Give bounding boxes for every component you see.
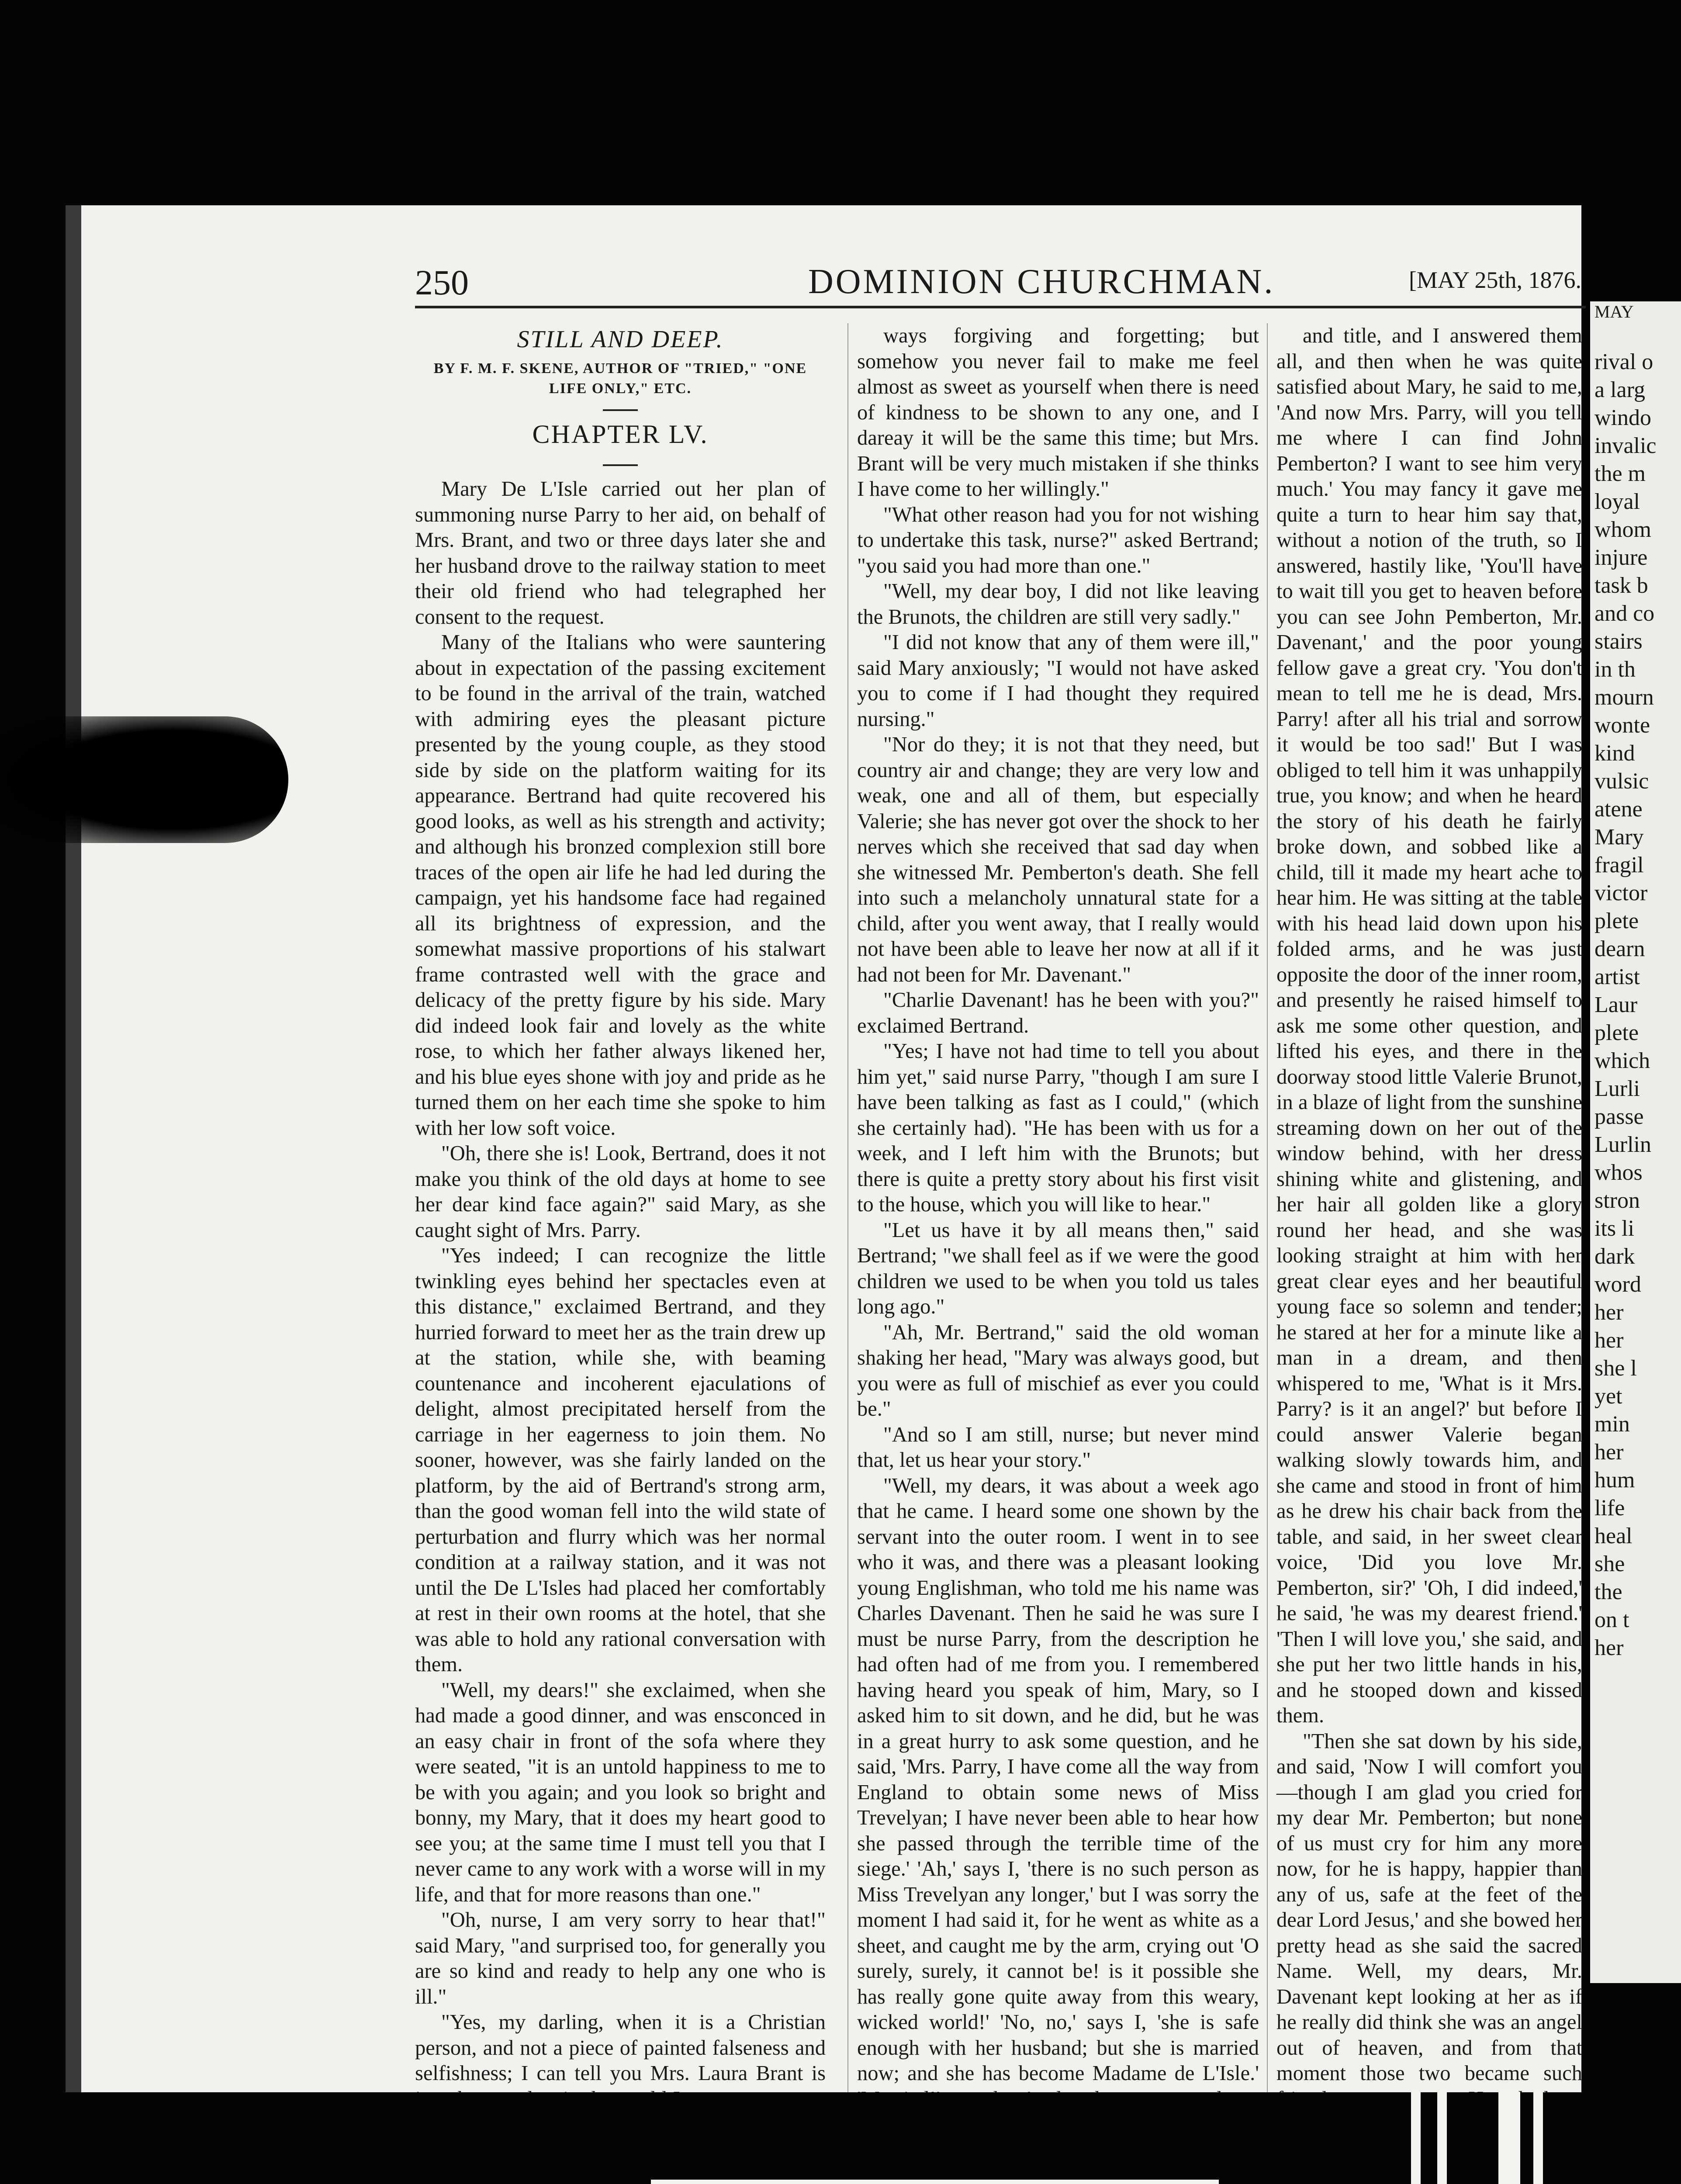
page-header — [415, 262, 1581, 301]
column-2-text — [857, 323, 1259, 2184]
paragraph: "Charlie Davenant! has he been with you?" exclaimed Bertrand. — [857, 988, 1259, 1037]
fragment-line: whom — [1595, 517, 1651, 542]
fragment-line: windo — [1595, 405, 1651, 430]
paragraph: "Well, my dear boy, I did not like leaving the Brunots, the children are still very sadly." — [857, 580, 1259, 629]
paragraph: "Let us have it by all means then," said Bertrand; "we shall feel as if we were the good children we used to be when you told us tales long ago." — [857, 1218, 1259, 1318]
page-gutter — [66, 205, 81, 2092]
header-rule — [415, 306, 1586, 308]
fragment-line: plete — [1595, 909, 1639, 933]
paragraph: "What other reason had you for not wishing to undertake this task, nurse?" asked Bertrand; "you said you had more than one." — [857, 503, 1259, 577]
fragment-line: its li — [1595, 1216, 1635, 1241]
fragment-line: stron — [1595, 1188, 1640, 1213]
fragment-line: invalic — [1595, 433, 1657, 458]
binding-label — [651, 2180, 1219, 2184]
fragment-line: her — [1595, 1440, 1624, 1465]
fragment-line: the m — [1595, 461, 1646, 486]
fragment-line: her — [1595, 1328, 1624, 1353]
fragment-line: which — [1595, 1048, 1650, 1073]
paragraph: "Well, my dears!" she exclaimed, when she had made a good dinner, and was ensconced in an easy chair in front of the sofa where they were seated, "it is an untold happiness to me to be with you again; and you look so bright and bonny, my Mary, that it does my heart good to see you; at the same time I must tell you that I never came to any work with a worse will in my life, and that for more reasons than one." — [415, 1678, 826, 1906]
fragment-line: her — [1595, 1300, 1624, 1325]
fragment-line: yet — [1595, 1384, 1622, 1409]
story-title: STILL AND DEEP. — [517, 326, 724, 353]
fragment-line: loyal — [1595, 489, 1640, 514]
fragment-line: plete — [1595, 1020, 1639, 1045]
fragment-line: a larg — [1595, 377, 1645, 402]
paragraph: Many of the Italians who were sauntering about in expectation of the passing excitement to be found in the arrival of the train, watched with admiring eyes the pleasant picture presented by the young couple, as they stood side by side on the platform waiting for its appearance. Bertrand had quite recovered his good looks, as well as his strength and activity; and although his bronzed complexion still bore traces of the open air life he had led during the campaign, yet his handsome face had regained all its brightness of expression, and the somewhat massive proportions of his stalwart frame contrasted well with the grace and delicacy of the pretty figure by his side. Mary did indeed look fair and lovely as the white rose, to which her father always likened her, and his blue eyes shone with joy and pride as he turned them on her each time she spoke to him with her low soft voice. — [415, 631, 826, 1140]
paragraph: "Yes; I have not had time to tell you about him yet," said nurse Parry, "though I am sure I have been talking as fast as I could," (which she certainly had). "He has been with us for a week, and I left him with the Brunots; but there is quite a pretty story about his first visit to the house, which you will like to hear." — [857, 1040, 1259, 1216]
divider — [603, 464, 638, 466]
fragment-line: artist — [1595, 964, 1640, 989]
binding-label-text — [651, 2180, 1219, 2184]
fragment-line: on t — [1595, 1607, 1629, 1632]
fragment-line: kind — [1595, 741, 1635, 766]
film-bar — [1498, 2092, 1520, 2184]
fragment-line: her — [1595, 1635, 1624, 1660]
film-bar — [1533, 2092, 1543, 2184]
fragment-line: stairs — [1595, 629, 1643, 654]
column-2 — [847, 323, 1259, 2184]
paragraph: "Oh, there she is! Look, Bertrand, does it not make you think of the old days at home to see her dear kind face again?" said Mary, as she caught sight of Mrs. Parry. — [415, 1142, 826, 1242]
fragment-line: min — [1595, 1412, 1630, 1437]
fragment-line: and co — [1595, 601, 1655, 626]
fragment-line: victor — [1595, 881, 1648, 905]
film-bars — [1411, 2092, 1542, 2184]
paragraph: "Yes, my darling, when it is a Christian person, and not a piece of painted falseness and selfishness; I can tell you Mrs. Laura Brant is — [415, 2011, 826, 2085]
facing-page-header: MAY — [1595, 302, 1634, 321]
fragment-line: dearn — [1595, 936, 1645, 961]
facing-page-fragment — [1590, 301, 1681, 1983]
fragment-line: vulsic — [1595, 769, 1649, 794]
column-3 — [1267, 323, 1582, 2184]
fragment-line: atene — [1595, 797, 1643, 822]
column-3-text — [1276, 323, 1582, 2184]
fragment-line: she l — [1595, 1356, 1637, 1381]
fragment-line: in th — [1595, 657, 1636, 682]
film-bar — [1411, 2092, 1421, 2184]
paragraph: "And so I am still, nurse; but never mind that, let us hear your story." — [857, 1423, 1259, 1472]
story-byline: BY F. M. F. SKENE, AUTHOR OF "TRIED," "ONE LIFE ONLY," ETC. — [433, 360, 807, 397]
paragraph: "Yes indeed; I can recognize the little twinkling eyes behind her spectacles even at this distance," exclaimed Bertrand, and they hurried forward to meet her as the train drew up at the station, while she, with beaming countenance and incoherent ejaculations of delight, almost precipitated herself from the carriage in her eagerness to join them. No sooner, however, was she fairly landed on the platform, by the aid of Bertrand's strong arm, than the good woman fell into the wild state of perturbation and flurry which was her normal condition at a railway station, and it was not until the De L'Isles had placed her comfortably at rest in their own rooms at the hotel, that she was able to hold any rational conversation with them. — [415, 1244, 826, 1676]
chapter-heading: CHAPTER LV. — [532, 419, 709, 449]
paragraph: "Well, my dears, it was about a week ago that he came. I heard some one shown by the servant into the outer room. I went in to see who it was, and there was a pleasant looking young Englishman, who told me his name was Charles Davenant. Then he said he was sure I must be nurse Parry, from the description he had often had of me from you. I remembered having heard you speak of him, Mary, so I asked him to sit down, and he did, but he was in a great hurry to ask some question, and he said, 'Mrs. Parry, I have come all the way from England to obtain some news of Miss Trevelyan; I have never been able to hear how she passed through the terrible time of the siege.' 'Ah,' says I, 'there is no such person as Miss Trevelyan any longer,' but I was sorry the moment I had said it, for he went as white as a sheet, and caught me by the arm, crying out 'O surely, surely, it cannot be! is it possible she has really gone quite away from this weary, wicked world!' 'No, no,' says I, 'she is safe enough with her husband; but she is married now; and she has become Madame de L'Isle.' — [857, 1474, 1259, 2085]
fragment-line: passe — [1595, 1104, 1644, 1129]
fragment-line: whos — [1595, 1160, 1643, 1185]
column-1 — [415, 323, 826, 2184]
fragment-line: the — [1595, 1579, 1622, 1604]
divider — [603, 409, 638, 411]
paragraph: "Nor do they; it is not that they need, but country air and change; they are very low and weak, one and all of them, but especially Valerie; she has never got over the shock to her nerves which she received that sad day when she witnessed Mr. Pemberton's death. She fell into such a melancholy unnatural state for a child, after you went away, that I really would not have been able to leave her now at all if it had not been for Mr. Davenant." — [857, 733, 1259, 986]
paragraph: Mary De L'Isle carried out her plan of summoning nurse Parry to her aid, on behalf of Mrs. Brant, and two or three days later she and her husband drove to the railway station to meet their old friend who had telegraphed her consent to the request. — [415, 477, 826, 629]
page-number: 250 — [415, 263, 469, 302]
fragment-line: Lurli — [1595, 1076, 1640, 1101]
paragraph: ways forgiving and forgetting; but somehow you never fail to make me feel almost as sweet as yourself when there is need of kindness to be shown to any one, and I dareay it will be the same this time; but Mrs. Brant will be very much mistaken if she thinks I have come to her willingly." — [857, 324, 1259, 501]
fragment-line: hum — [1595, 1468, 1635, 1493]
column-1-text — [415, 477, 826, 2184]
paragraph: and title, and I answered them all, and then when he was quite satisfied about Mary, he said to me, 'And now Mrs. Parry, will you tell me where I can find John Pemberton? I want to see him very much.' You may fancy it gave me quite a turn to hear him say that, without a notion of the truth, so I answered, hastily like, 'You'll have to wait till you get to heaven before you can see John Pemberton, Mr. Davenant,' and the poor young fellow gave a great cry. 'You don't mean to tell me he is dead, Mrs. Parry! after all his trial and sorrow it would be too sad!' But I was obliged to tell him it was unhappily true, you know; and when he heard the story of his death he fairly broke down, and sobbed like a child, till it made my heart ache to hear him. He was sitting at the table with his head laid down upon his folded arms, and he was just opposite the door of the inner room, and presently he raised himself to ask me some other question, and lifted his eyes, and there in the doorway stood little Valerie Brunot, in a blaze of light from the sunshine streaming down on her out of the window behind, with her dress shining white and glistening, and her hair all golden like a glory round her head, and she was looking straight at him with her great clear eyes and her beautiful young face so solemn and tender; he stared at her for a minute like a man in a dream, and then whispered to me, 'What is it Mrs. Parry? is it an angel?' but before I could answer Valerie began walking slowly towards him, and she came and stood in front of him as he drew his chair back from the table, and said, in her sweet clear voice, 'Did you love Mr. Pemberton, sir?' 'Oh, I did indeed,' he said, 'he was my dearest friend.' 'Then I will love you,' she said, and she put her two little hands in his, and he stooped down and kissed them. — [1276, 324, 1582, 1727]
fragment-line: dark — [1595, 1244, 1635, 1269]
fragment-line: mourn — [1595, 685, 1654, 710]
paragraph: "Then she sat down by his side, and said, 'Now I will comfort you—though I am glad you cried for my dear Mr. Pemberton; but none of us must cry for him any more now, for he is happy, happier than any of us, safe at the feet of the dear Lord Jesus,' and she bowed her pretty head as she said the sacred Name. Well, my dears, Mr. Davenant kept looking at her as if he really did think she was an angel out of heaven, and from that moment those two became such — [1276, 1729, 1582, 2085]
fragment-line: Laur — [1595, 992, 1638, 1017]
fragment-line: injure — [1595, 545, 1648, 570]
issue-date: [MAY 25th, 1876. — [1408, 267, 1581, 293]
fragment-line: she — [1595, 1552, 1625, 1576]
film-bar — [1437, 2092, 1447, 2184]
fragment-line: fragil — [1595, 853, 1644, 878]
fragment-line: Lurlin — [1595, 1132, 1651, 1157]
fragment-line: life — [1595, 1496, 1625, 1521]
finger-shadow — [0, 716, 288, 843]
fragment-line: rival o — [1595, 349, 1653, 374]
fragment-line: wonte — [1595, 713, 1650, 738]
fragment-line: heal — [1595, 1524, 1633, 1548]
fragment-line: Mary — [1595, 825, 1644, 850]
paragraph: "Oh, nurse, I am very sorry to hear that!" said Mary, "and surprised too, for generally you are so kind and ready to help any one who is ill." — [415, 1908, 826, 2008]
paragraph: "Ah, Mr. Bertrand," said the old woman shaking her head, "Mary was always good, but you were as full of mischief as ever you could be." — [857, 1320, 1259, 1420]
paragraph: "I did not know that any of them were ill," said Mary anxiously; "I would not have asked you to come if I had thought they required nursing." — [857, 631, 1259, 731]
fragment-line: word — [1595, 1272, 1641, 1297]
fragment-line: task b — [1595, 573, 1648, 598]
facing-page-lines — [1590, 348, 1681, 1662]
journal-title: DOMINION CHURCHMAN. — [808, 263, 1275, 301]
